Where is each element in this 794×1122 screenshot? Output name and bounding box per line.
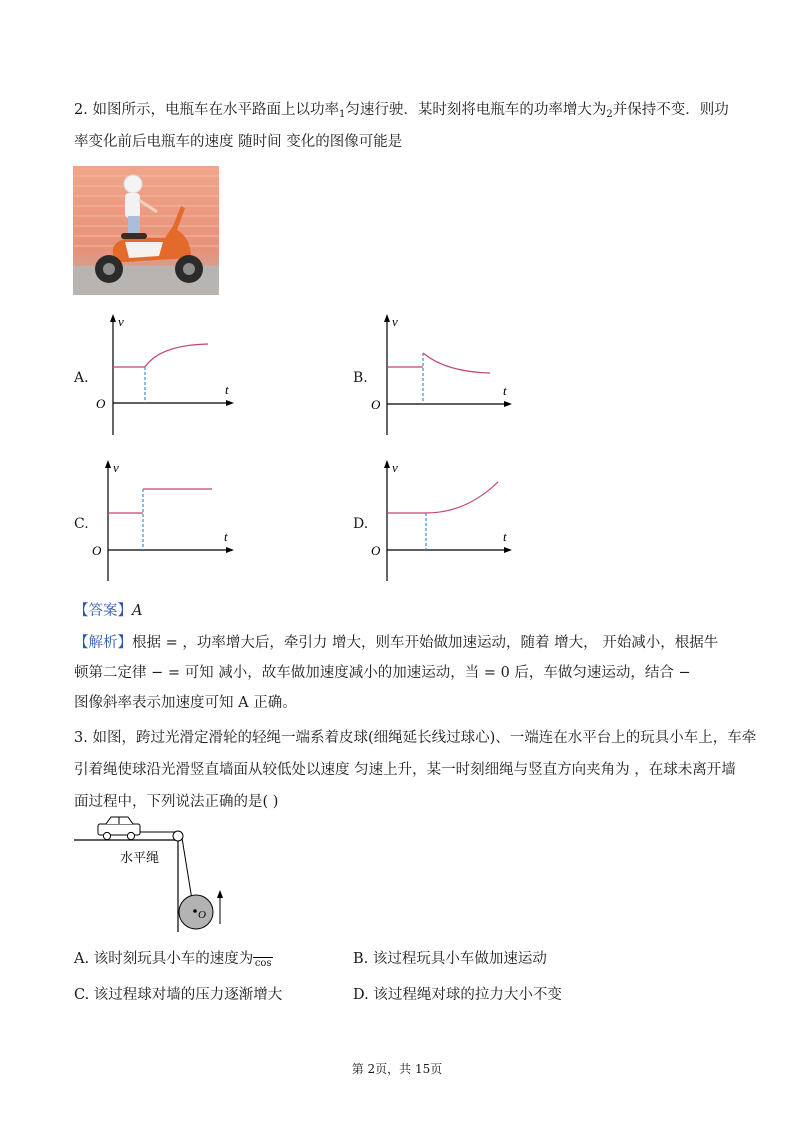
scooter-illustration <box>73 166 219 295</box>
ball-label: O <box>198 909 206 921</box>
q3-line2: 引着绳使球沿光滑竖直墙面从较低处以速度 匀速上升，某一时刻细绳与竖直方向夹角为 ，在球未离开墙 <box>74 762 736 778</box>
graph-d-curve <box>387 482 498 513</box>
fraction-bar <box>253 949 273 958</box>
graph-b-t-arrow <box>504 401 512 407</box>
option-d-label[interactable]: D. <box>353 516 369 532</box>
option-c-label[interactable]: C. <box>74 516 89 532</box>
q3-line3: 面过程中，下列说法正确的是( ) <box>74 794 279 810</box>
q2-line1-part-a: 2. 如图所示，电瓶车在水平路面上以功率 <box>74 102 339 118</box>
q3-option-a[interactable] <box>74 949 273 969</box>
q3-option-d[interactable]: D. 该过程绳对球的拉力大小不变 <box>353 987 562 1003</box>
q2-line1-part-c: 并保持不变．则功 <box>612 102 729 118</box>
graph-a-v-arrow <box>110 314 116 322</box>
answer-line <box>74 601 142 621</box>
graph-b-v-arrow <box>384 314 390 322</box>
graph-b-t-label: t <box>503 383 507 398</box>
analysis-text-1: 根据 = ，功率增大后，牵引力 增大，则车开始做加速运动，随着 增大， 开始减小，根据牛 <box>132 635 719 651</box>
graph-b <box>366 310 526 440</box>
graph-a-t-arrow <box>226 400 234 406</box>
graph-c-v-arrow <box>105 460 111 468</box>
q3-option-a-text: A. 该时刻玩具小车的速度为 <box>74 951 254 967</box>
graph-c-v-label: v <box>113 460 119 475</box>
fraction-denominator: cos <box>254 958 272 969</box>
pulley-diagram <box>74 812 244 940</box>
graph-d <box>366 456 526 586</box>
graph-c <box>90 456 250 586</box>
graph-a <box>90 310 250 440</box>
option-b-label[interactable]: B. <box>353 370 368 386</box>
q3-line1: 3. 如图，跨过光滑定滑轮的轻绳一端系着皮球(细绳延长线过球心)、一端连在水平台上的玩具小车上，车牵 <box>74 730 757 746</box>
graph-a-curve-after <box>145 344 208 367</box>
graph-a-origin: O <box>96 396 106 411</box>
toy-car-icon <box>98 817 140 840</box>
graph-d-origin: O <box>371 543 381 558</box>
graph-d-t-arrow <box>504 547 512 553</box>
graph-b-origin: O <box>371 397 381 412</box>
graph-a-t-label: t <box>225 382 229 397</box>
answer-value: A <box>132 603 143 619</box>
graph-c-origin: O <box>92 543 102 558</box>
analysis-tag: 【解析】 <box>74 635 132 651</box>
graph-d-v-label: v <box>392 460 398 475</box>
scooter-photo <box>73 166 219 295</box>
page-footer: 第 2页，共 15页 <box>351 1062 443 1076</box>
q2-line2: 率变化前后电瓶车的速度 随时间 变化的图像可能是 <box>74 134 403 150</box>
analysis-line2: 顿第二定律 − = 可知 减小，故车做加速度减小的加速运动，当 = 0 后，车做匀速运动，结合 − <box>74 665 691 681</box>
graph-b-v-label: v <box>392 314 398 329</box>
q2-line1 <box>74 100 729 125</box>
analysis-line3: 图像斜率表示加速度可知 A 正确。 <box>74 695 297 711</box>
graph-a-v-label: v <box>118 314 124 329</box>
q3-option-b[interactable]: B. 该过程玩具小车做加速运动 <box>353 951 547 967</box>
graph-c-t-arrow <box>226 547 234 553</box>
q2-line1-part-b: 匀速行驶．某时刻将电瓶车的功率增大为 <box>345 102 607 118</box>
option-a-label[interactable]: A. <box>74 370 89 386</box>
analysis-line1 <box>74 633 718 653</box>
graph-d-t-label: t <box>503 529 507 544</box>
ball-center-dot <box>193 909 197 913</box>
horizontal-rope-label: 水平绳 <box>120 850 160 865</box>
answer-tag: 【答案】 <box>74 603 132 619</box>
q2-sub-p2: 2 <box>606 109 613 120</box>
pulley-icon <box>173 831 183 841</box>
graph-c-t-label: t <box>224 529 228 544</box>
q2-sub-p1: 1 <box>338 109 346 120</box>
up-arrow-icon <box>217 890 223 898</box>
graph-b-curve-after <box>423 353 490 373</box>
q3-option-c[interactable]: C. 该过程球对墙的压力逐渐增大 <box>74 987 283 1003</box>
graph-d-v-arrow <box>384 460 390 468</box>
q3-option-a-fraction <box>253 949 273 969</box>
